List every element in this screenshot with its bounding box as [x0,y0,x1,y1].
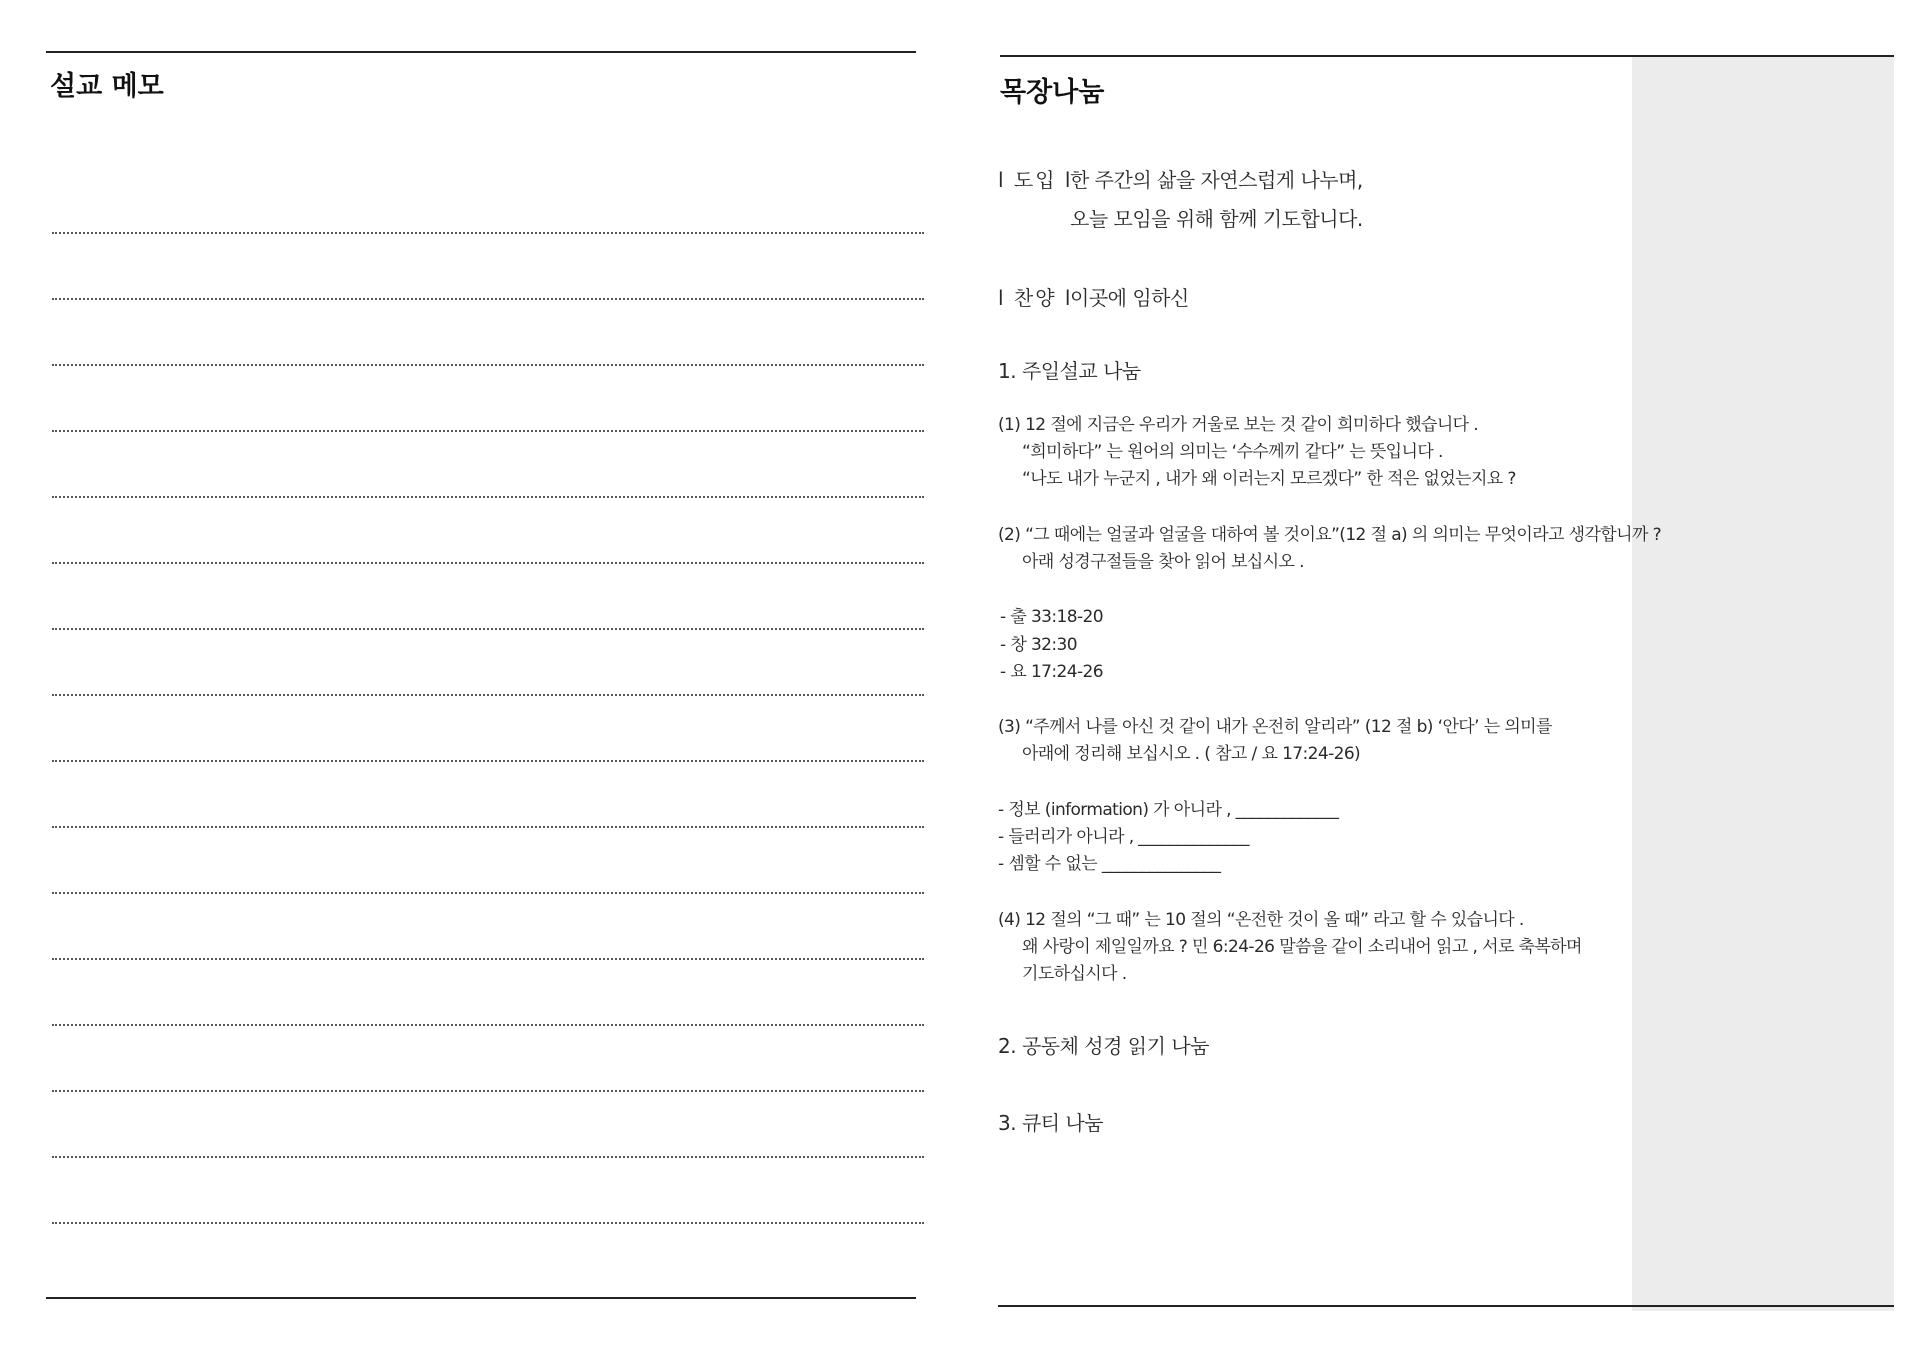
bible-ref-2: - 창 32:30 [1000,635,1077,655]
question-2-line-2: 아래 성경구절들을 찾아 읽어 보십시오 . [1022,552,1304,572]
blank-line-1: - 정보 (information) 가 아니라 , _____________ [998,800,1339,820]
praise-song: 이곳에 임하신 [1070,286,1189,310]
question-3-line-1: (3) “주께서 나를 아신 것 같이 내가 온전히 알리라” (12 절 b) ‘안다’ 는 의미를 [998,717,1552,737]
question-1-line-2: “희미하다” 는 원어의 의미는 ‘수수께끼 같다” 는 뜻입니다 . [1022,442,1443,462]
memo-dotted-line [52,826,924,828]
memo-dotted-line [52,760,924,762]
section-2-heading: 2. 공동체 성경 읽기 나눔 [998,1034,1209,1058]
top-rule-left [46,51,916,53]
memo-dotted-line [52,298,924,300]
memo-dotted-line [52,628,924,630]
section-1-heading: 1. 주일설교 나눔 [998,359,1141,383]
memo-dotted-line [52,694,924,696]
bible-ref-1: - 출 33:18-20 [1000,607,1103,627]
question-4-line-2: 왜 사랑이 제일일까요 ? 민 6:24-26 말씀을 같이 소리내어 읽고 , 서로 축복하며 [1022,937,1582,957]
memo-dotted-line [52,430,924,432]
blank-line-3: - 셈할 수 없는 _______________ [998,854,1221,874]
praise-label: l 찬양 l [998,286,1073,310]
memo-dotted-line [52,958,924,960]
intro-line-1: 한 주간의 삶을 자연스럽게 나누며, [1070,168,1363,192]
memo-dotted-line [52,364,924,366]
memo-dotted-line [52,892,924,894]
blank-line-2: - 들러리가 아니라 , ______________ [998,827,1249,847]
memo-dotted-line [52,1024,924,1026]
question-4-line-3: 기도하십시다 . [1022,964,1127,984]
memo-dotted-line [52,496,924,498]
bible-ref-3: - 요 17:24-26 [1000,662,1103,682]
memo-dotted-line [52,232,924,234]
question-2-line-1: (2) “그 때에는 얼굴과 얼굴을 대하여 볼 것이요”(12 절 a) 의 의미는 무엇이라고 생각합니까 ? [998,525,1661,545]
question-1-line-1: (1) 12 절에 지금은 우리가 거울로 보는 것 같이 희미하다 했습니다 . [998,415,1479,435]
cell-sharing-title: 목장나눔 [1000,77,1105,108]
question-1-line-3: “나도 내가 누군지 , 내가 왜 이러는지 모르겠다” 한 적은 없었는지요 ? [1022,469,1516,489]
question-3-line-2: 아래에 정리해 보십시오 . ( 참고 / 요 17:24-26) [1022,744,1361,764]
memo-dotted-line [52,562,924,564]
memo-dotted-line [52,1222,924,1224]
question-4-line-1: (4) 12 절의 “그 때” 는 10 절의 “온전한 것이 올 때” 라고 할 수 있습니다 . [998,910,1524,930]
section-3-heading: 3. 큐티 나눔 [998,1111,1104,1135]
bottom-rule-right [998,1305,1894,1307]
gray-side-panel [1632,57,1894,1311]
intro-line-2: 오늘 모임을 위해 함께 기도합니다. [1070,207,1363,231]
bottom-rule-left [46,1297,916,1299]
memo-dotted-line [52,1156,924,1158]
intro-label: l 도입 l [998,168,1073,192]
sermon-memo-title: 설교 메모 [50,71,164,102]
memo-dotted-line [52,1090,924,1092]
